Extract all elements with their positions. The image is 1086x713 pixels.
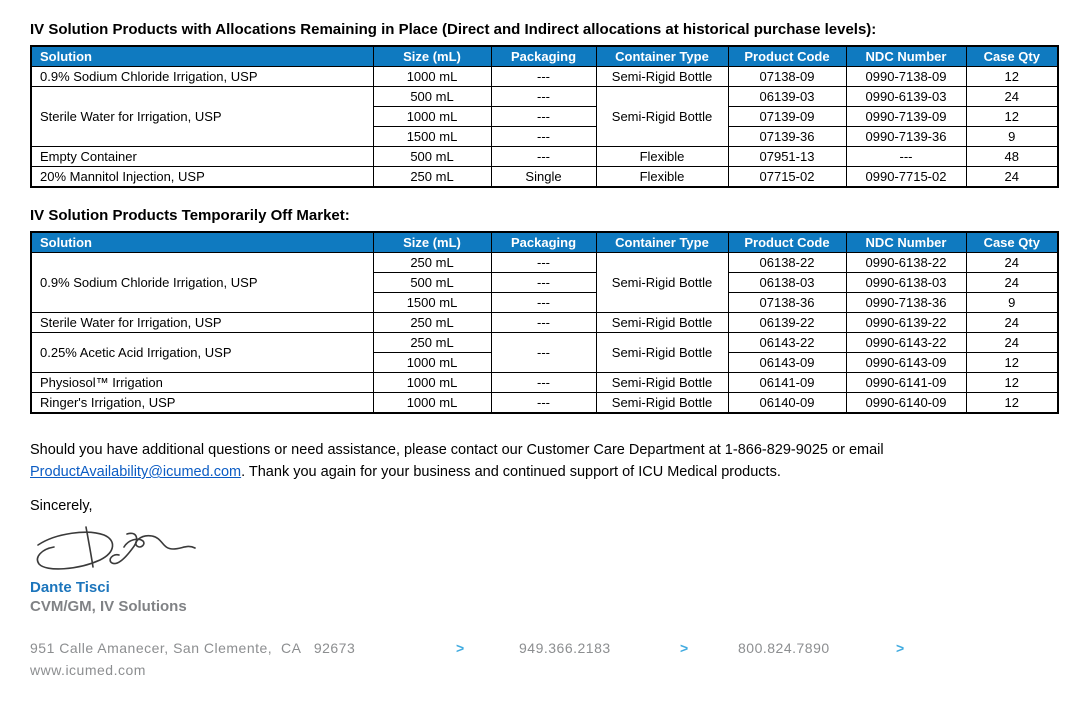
cell-solution: 20% Mannitol Injection, USP (31, 167, 373, 188)
cell-ndc-number: 0990-6141-09 (846, 373, 966, 393)
cell-size: 1500 mL (373, 127, 491, 147)
cell-product-code: 07138-09 (728, 67, 846, 87)
cell-ndc-number: 0990-7139-36 (846, 127, 966, 147)
cell-packaging: --- (491, 373, 596, 393)
cell-packaging: --- (491, 87, 596, 107)
table-row (31, 313, 1058, 333)
cell-product-code: 06138-03 (728, 273, 846, 293)
cell-packaging: --- (491, 313, 596, 333)
closing-text: Sincerely, (30, 498, 93, 514)
cell-case-qty: 24 (966, 273, 1058, 293)
cell-container-type: Semi-Rigid Bottle (596, 333, 728, 373)
footer-contact-bar (30, 639, 1057, 683)
cell-packaging: --- (491, 107, 596, 127)
cell-case-qty: 24 (966, 167, 1058, 188)
col-header-case-qty: Case Qty (966, 232, 1058, 253)
cell-case-qty: 12 (966, 393, 1058, 414)
footer-phone-tollfree: 800.824.7890 (738, 640, 830, 656)
cell-case-qty: 48 (966, 147, 1058, 167)
cell-solution: Ringer's Irrigation, USP (31, 393, 373, 414)
cell-case-qty: 24 (966, 253, 1058, 273)
cell-solution: Physiosol™ Irrigation (31, 373, 373, 393)
cell-ndc-number: 0990-6138-03 (846, 273, 966, 293)
table-row (31, 147, 1058, 167)
cell-size: 1000 mL (373, 107, 491, 127)
col-header-size: Size (mL) (373, 46, 491, 67)
cell-size: 500 mL (373, 147, 491, 167)
cell-solution: Sterile Water for Irrigation, USP (31, 313, 373, 333)
col-header-size: Size (mL) (373, 232, 491, 253)
signer-name: Dante Tisci (30, 579, 110, 596)
cell-product-code: 06139-22 (728, 313, 846, 333)
cell-size: 250 mL (373, 167, 491, 188)
cell-solution: 0.9% Sodium Chloride Irrigation, USP (31, 67, 373, 87)
cell-container-type: Semi-Rigid Bottle (596, 67, 728, 87)
col-header-container-type: Container Type (596, 232, 728, 253)
cell-ndc-number: --- (846, 147, 966, 167)
cell-container-type: Flexible (596, 147, 728, 167)
cell-product-code: 07715-02 (728, 167, 846, 188)
cell-solution: Sterile Water for Irrigation, USP (31, 87, 373, 147)
allocations-table (30, 45, 1059, 188)
cell-container-type: Flexible (596, 167, 728, 188)
cell-product-code: 06143-22 (728, 333, 846, 353)
cell-container-type: Semi-Rigid Bottle (596, 373, 728, 393)
cell-size: 1000 mL (373, 393, 491, 414)
table-row (31, 373, 1058, 393)
cell-product-code: 07138-36 (728, 293, 846, 313)
chevron-separator-icon: > (896, 640, 905, 656)
cell-packaging: --- (491, 333, 596, 373)
contact-paragraph (30, 439, 1057, 483)
cell-case-qty: 24 (966, 333, 1058, 353)
cell-product-code: 07139-36 (728, 127, 846, 147)
col-header-product-code: Product Code (728, 232, 846, 253)
handwritten-signature-image (30, 522, 198, 576)
cell-ndc-number: 0990-6140-09 (846, 393, 966, 414)
cell-container-type: Semi-Rigid Bottle (596, 253, 728, 313)
cell-container-type: Semi-Rigid Bottle (596, 393, 728, 414)
cell-product-code: 06143-09 (728, 353, 846, 373)
footer-website: www.icumed.com (30, 662, 146, 678)
col-header-solution: Solution (31, 232, 373, 253)
cell-case-qty: 12 (966, 107, 1058, 127)
table-header-row (31, 232, 1058, 253)
cell-ndc-number: 0990-7138-09 (846, 67, 966, 87)
cell-case-qty: 12 (966, 373, 1058, 393)
cell-size: 250 mL (373, 333, 491, 353)
table-row (31, 333, 1058, 353)
footer-address: 951 Calle Amanecer, San Clemente, CA 92673 (30, 640, 356, 656)
col-header-solution: Solution (31, 46, 373, 67)
contact-paragraph-line1: Should you have additional questions or need assistance, please contact our Customer Care Department at 1-866-829-9025 or email (30, 442, 884, 458)
cell-product-code: 06138-22 (728, 253, 846, 273)
cell-product-code: 06141-09 (728, 373, 846, 393)
cell-solution: 0.25% Acetic Acid Irrigation, USP (31, 333, 373, 373)
cell-ndc-number: 0990-6143-22 (846, 333, 966, 353)
cell-ndc-number: 0990-6139-22 (846, 313, 966, 333)
cell-case-qty: 24 (966, 87, 1058, 107)
table-header-row (31, 46, 1058, 67)
table-row (31, 253, 1058, 273)
col-header-product-code: Product Code (728, 46, 846, 67)
col-header-case-qty: Case Qty (966, 46, 1058, 67)
cell-product-code: 07951-13 (728, 147, 846, 167)
cell-packaging: --- (491, 127, 596, 147)
cell-case-qty: 9 (966, 293, 1058, 313)
col-header-packaging: Packaging (491, 46, 596, 67)
off-market-table (30, 231, 1059, 414)
col-header-packaging: Packaging (491, 232, 596, 253)
cell-case-qty: 24 (966, 313, 1058, 333)
cell-case-qty: 12 (966, 67, 1058, 87)
cell-packaging: --- (491, 67, 596, 87)
cell-solution: 0.9% Sodium Chloride Irrigation, USP (31, 253, 373, 313)
cell-ndc-number: 0990-7139-09 (846, 107, 966, 127)
cell-size: 500 mL (373, 273, 491, 293)
signer-title: CVM/GM, IV Solutions (30, 598, 187, 615)
cell-size: 500 mL (373, 87, 491, 107)
table-row (31, 167, 1058, 188)
section2-title: IV Solution Products Temporarily Off Market: (30, 207, 350, 224)
cell-packaging: --- (491, 253, 596, 273)
cell-packaging: --- (491, 293, 596, 313)
cell-size: 250 mL (373, 313, 491, 333)
cell-ndc-number: 0990-6139-03 (846, 87, 966, 107)
cell-size: 1500 mL (373, 293, 491, 313)
cell-packaging: --- (491, 273, 596, 293)
cell-packaging: --- (491, 393, 596, 414)
table-row (31, 393, 1058, 414)
cell-ndc-number: 0990-7138-36 (846, 293, 966, 313)
table-row (31, 67, 1058, 87)
cell-packaging: --- (491, 147, 596, 167)
email-link[interactable]: ProductAvailability@icumed.com (30, 464, 242, 480)
cell-size: 1000 mL (373, 67, 491, 87)
chevron-separator-icon: > (456, 640, 465, 656)
cell-case-qty: 9 (966, 127, 1058, 147)
cell-size: 1000 mL (373, 373, 491, 393)
chevron-separator-icon: > (680, 640, 689, 656)
cell-packaging: Single (491, 167, 596, 188)
cell-ndc-number: 0990-6138-22 (846, 253, 966, 273)
cell-product-code: 07139-09 (728, 107, 846, 127)
cell-ndc-number: 0990-7715-02 (846, 167, 966, 188)
cell-size: 250 mL (373, 253, 491, 273)
cell-ndc-number: 0990-6143-09 (846, 353, 966, 373)
contact-paragraph-line2: . Thank you again for your business and continued support of ICU Medical products. (241, 464, 781, 480)
cell-case-qty: 12 (966, 353, 1058, 373)
cell-size: 1000 mL (373, 353, 491, 373)
footer-phone-local: 949.366.2183 (519, 640, 611, 656)
table-row (31, 87, 1058, 107)
cell-container-type: Semi-Rigid Bottle (596, 87, 728, 147)
col-header-ndc-number: NDC Number (846, 46, 966, 67)
signature-block (30, 522, 1057, 576)
cell-product-code: 06140-09 (728, 393, 846, 414)
cell-solution: Empty Container (31, 147, 373, 167)
cell-container-type: Semi-Rigid Bottle (596, 313, 728, 333)
col-header-container-type: Container Type (596, 46, 728, 67)
col-header-ndc-number: NDC Number (846, 232, 966, 253)
cell-product-code: 06139-03 (728, 87, 846, 107)
section1-title: IV Solution Products with Allocations Remaining in Place (Direct and Indirect allocations at historical purchase levels): (30, 21, 877, 38)
